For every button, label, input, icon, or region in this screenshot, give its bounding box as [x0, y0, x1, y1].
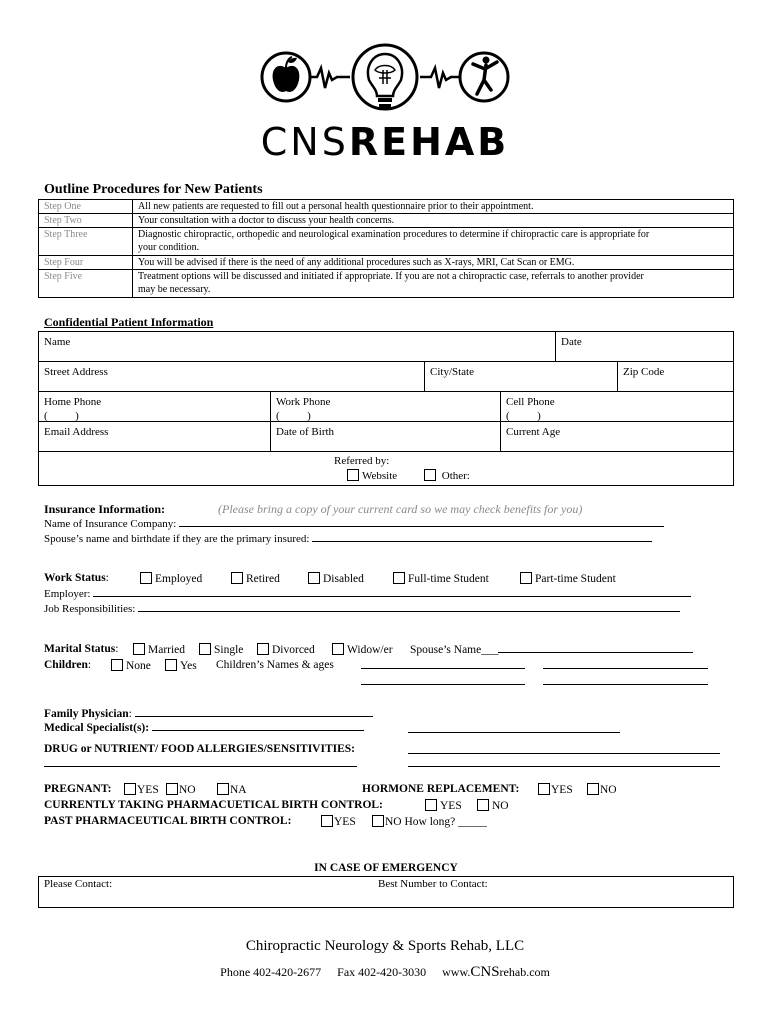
- date-label: Date: [561, 336, 582, 348]
- medical-specialists-label: Medical Specialist(s):: [44, 722, 150, 734]
- spouse-name-label: Spouse’s Name___: [410, 644, 499, 656]
- marital-status-row: [44, 643, 734, 659]
- step-text: [133, 228, 733, 256]
- insurance-title: Insurance Information:: [44, 502, 166, 516]
- step-label: Step Five: [44, 271, 83, 282]
- home-phone-label: Home Phone: [44, 396, 102, 408]
- spouse-name-line[interactable]: [498, 643, 693, 653]
- current-birth-control-row: [44, 799, 734, 815]
- spouse-insured-label: Spouse’s name and birthdate if they are the primary insured:: [44, 533, 310, 545]
- married-checkbox[interactable]: [133, 643, 145, 655]
- hormone-yes-label: YES: [551, 784, 573, 796]
- family-physician-line[interactable]: [135, 707, 373, 717]
- athlete-icon: [460, 53, 508, 101]
- age-label: Current Age: [506, 426, 561, 438]
- disabled-checkbox[interactable]: [308, 572, 320, 584]
- insurance-header: [44, 502, 582, 517]
- medical-specialists-line[interactable]: [152, 721, 364, 731]
- past-birth-control-row: [44, 815, 734, 831]
- pregnant-yes-option[interactable]: [124, 783, 159, 796]
- hormone-no-checkbox[interactable]: [587, 783, 599, 795]
- date-field[interactable]: [555, 331, 734, 362]
- hormone-label: HORMONE REPLACEMENT:: [362, 783, 520, 795]
- logo-text-bold: REHAB: [348, 120, 510, 164]
- brain-lightbulb-icon: [353, 45, 417, 109]
- outline-title: Outline Procedures for New Patients: [44, 182, 263, 197]
- marital-status-colon: :: [115, 643, 119, 655]
- step-text: [133, 270, 733, 298]
- allergies-line[interactable]: [408, 744, 720, 754]
- widow-label: Widow/er: [347, 644, 393, 656]
- disabled-label: Disabled: [323, 573, 364, 585]
- logo-graphic: [255, 40, 515, 120]
- medical-specialists-line-2[interactable]: [408, 723, 620, 733]
- pregnant-row: [44, 783, 734, 799]
- past-bc-yes-option[interactable]: [321, 815, 356, 828]
- hormone-no-label: NO: [600, 784, 617, 796]
- spouse-name-field[interactable]: [410, 643, 693, 656]
- work-status-title: Work Status: [44, 572, 106, 584]
- step-text: You will be advised if there is the need of any additional procedures such as X-rays, MRI, Cat Scan or EMG.: [133, 256, 733, 270]
- children-names-line[interactable]: [543, 659, 708, 669]
- children-row: [44, 659, 734, 675]
- work-phone-field[interactable]: [270, 391, 501, 422]
- referred-website[interactable]: [347, 469, 397, 482]
- name-field[interactable]: [38, 331, 556, 362]
- footer-website[interactable]: [442, 965, 550, 979]
- employed-option[interactable]: [140, 572, 202, 585]
- children-none-option[interactable]: [111, 659, 151, 672]
- city-state-label: City/State: [430, 366, 474, 378]
- employer-line[interactable]: [93, 587, 691, 597]
- divorced-label: Divorced: [272, 644, 315, 656]
- step-label: Step One: [39, 200, 132, 214]
- logo: [255, 40, 515, 170]
- current-bc-yes-checkbox[interactable]: [425, 799, 437, 811]
- past-birth-control-label: PAST PHARMACEUTICAL BIRTH CONTROL:: [44, 815, 292, 827]
- parttime-student-checkbox[interactable]: [520, 572, 532, 584]
- age-field[interactable]: [500, 421, 734, 452]
- retired-checkbox[interactable]: [231, 572, 243, 584]
- allergies-label: DRUG or NUTRIENT/ FOOD ALLERGIES/SENSITIVITIES:: [44, 743, 356, 755]
- single-option[interactable]: [199, 643, 243, 656]
- divorced-checkbox[interactable]: [257, 643, 269, 655]
- cell-phone-label: Cell Phone: [506, 396, 555, 408]
- pregnant-no-option[interactable]: [166, 783, 196, 796]
- website-checkbox[interactable]: [347, 469, 359, 481]
- past-bc-no-option[interactable]: [372, 815, 487, 828]
- referred-label: Referred by:: [334, 455, 390, 467]
- married-option[interactable]: [133, 643, 185, 656]
- step-text-line: Treatment options will be discussed and initiated if appropriate. If you are not a chiropractic case, referrals to another provider: [138, 271, 644, 282]
- street-address-field[interactable]: [38, 361, 425, 392]
- employer-label: Employer:: [44, 588, 91, 600]
- family-physician-colon: :: [128, 708, 132, 720]
- dob-label: Date of Birth: [276, 426, 335, 438]
- phone-paren: ( ): [506, 410, 541, 422]
- divorced-option[interactable]: [257, 643, 315, 656]
- patient-info-title: Confidential Patient Information: [44, 315, 214, 329]
- insurance-note: (Please bring a copy of your current card so we may check benefits for you): [218, 502, 583, 516]
- steps-text-column: [133, 200, 733, 297]
- single-checkbox[interactable]: [199, 643, 211, 655]
- children-none-checkbox[interactable]: [111, 659, 123, 671]
- insurance-company-row[interactable]: [44, 517, 664, 530]
- logo-wordmark: [255, 120, 515, 164]
- retired-label: Retired: [246, 573, 280, 585]
- children-names-label: Children’s Names & ages: [216, 659, 334, 671]
- insurance-company-label: Name of Insurance Company:: [44, 518, 177, 530]
- emergency-contact-label: Please Contact:: [44, 878, 113, 890]
- work-status-colon: :: [105, 572, 109, 584]
- parttime-student-label: Part-time Student: [535, 573, 616, 585]
- fulltime-student-option[interactable]: [393, 572, 489, 585]
- pregnant-no-checkbox[interactable]: [166, 783, 178, 795]
- how-long-label: NO How long? _____: [385, 816, 487, 828]
- children-names-line[interactable]: [543, 675, 708, 685]
- home-phone-field[interactable]: [38, 391, 271, 422]
- step-text: Your consultation with a doctor to discuss your health concerns.: [133, 214, 733, 228]
- current-bc-no-label: NO: [492, 800, 509, 812]
- pregnant-no-label: NO: [179, 784, 196, 796]
- footer-fax: Fax 402-420-3030: [337, 965, 427, 979]
- email-label: Email Address: [44, 426, 109, 438]
- past-bc-yes-checkbox[interactable]: [321, 815, 333, 827]
- pregnant-na-option[interactable]: [217, 783, 247, 796]
- children-names-line[interactable]: [361, 659, 525, 669]
- step-label: Step Three: [39, 228, 132, 256]
- children-yes-option[interactable]: [165, 659, 197, 672]
- children-title: Children: [44, 659, 88, 671]
- footer-company: Chiropractic Neurology & Sports Rehab, LLC: [245, 938, 525, 954]
- married-label: Married: [148, 644, 186, 656]
- single-label: Single: [214, 644, 244, 656]
- allergies-line[interactable]: [408, 757, 720, 767]
- current-birth-control-label: CURRENTLY TAKING PHARMACUETICAL BIRTH CONTROL:: [44, 799, 383, 811]
- fulltime-student-label: Full-time Student: [408, 573, 489, 585]
- street-address-label: Street Address: [44, 366, 108, 378]
- spouse-insured-line[interactable]: [312, 532, 652, 542]
- emergency-title: IN CASE OF EMERGENCY: [314, 862, 458, 874]
- steps-table: [38, 199, 734, 298]
- hormone-yes-option[interactable]: [538, 783, 573, 796]
- pregnant-na-label: NA: [230, 784, 247, 796]
- pregnant-yes-label: YES: [137, 784, 159, 796]
- allergies-line[interactable]: [44, 757, 357, 767]
- step-text-line: your condition.: [138, 242, 200, 253]
- disabled-option[interactable]: [308, 572, 364, 585]
- other-label: Other:: [441, 470, 470, 482]
- marital-status-title: Marital Status: [44, 643, 116, 655]
- employer-row[interactable]: [44, 587, 691, 600]
- family-physician-label: Family Physician: [44, 708, 129, 720]
- work-status-row: [44, 572, 734, 584]
- employed-checkbox[interactable]: [140, 572, 152, 584]
- medical-specialists-row[interactable]: [44, 721, 734, 737]
- spouse-insured-row[interactable]: [44, 532, 652, 545]
- parttime-student-option[interactable]: [520, 572, 616, 585]
- fulltime-student-checkbox[interactable]: [393, 572, 405, 584]
- children-yes-label: Yes: [180, 660, 197, 672]
- footer-web-brand: CNS: [470, 964, 500, 980]
- footer-web-prefix: www.: [442, 965, 471, 979]
- pregnant-label: PREGNANT:: [44, 783, 112, 795]
- job-responsibilities-line[interactable]: [138, 602, 680, 612]
- retired-option[interactable]: [231, 572, 280, 585]
- footer-phone: Phone 402-420-2677: [220, 965, 322, 979]
- children-yes-checkbox[interactable]: [165, 659, 177, 671]
- footer-contact: [0, 964, 770, 981]
- insurance-company-line[interactable]: [179, 517, 664, 527]
- referred-other[interactable]: [424, 469, 470, 482]
- phone-paren: ( ): [276, 410, 311, 422]
- step-text-line: may be necessary.: [138, 284, 211, 295]
- job-responsibilities-row[interactable]: [44, 602, 680, 615]
- step-label: Step Four: [39, 256, 132, 270]
- name-label: Name: [44, 336, 71, 348]
- current-bc-yes-option[interactable]: [425, 799, 462, 812]
- employed-label: Employed: [155, 573, 203, 585]
- widow-option[interactable]: [332, 643, 393, 656]
- phone-paren: ( ): [44, 410, 79, 422]
- current-bc-no-option[interactable]: [477, 799, 509, 812]
- heartbeat-line-icon: [420, 68, 460, 88]
- emergency-number-label: Best Number to Contact:: [378, 878, 488, 890]
- children-names-line[interactable]: [361, 675, 525, 685]
- steps-label-column: [39, 200, 133, 297]
- children-colon: :: [87, 659, 92, 671]
- step-label: Step Two: [39, 214, 132, 228]
- footer-web-suffix: rehab.com: [499, 965, 550, 979]
- other-checkbox[interactable]: [424, 469, 436, 481]
- zip-code-field[interactable]: [617, 361, 734, 392]
- past-bc-yes-label: YES: [334, 816, 356, 828]
- widow-checkbox[interactable]: [332, 643, 344, 655]
- hormone-no-option[interactable]: [587, 783, 617, 796]
- pregnant-na-checkbox[interactable]: [217, 783, 229, 795]
- email-field[interactable]: [38, 421, 271, 452]
- children-extra-row: [44, 675, 734, 689]
- children-none-label: None: [126, 660, 151, 672]
- past-bc-no-checkbox[interactable]: [372, 815, 384, 827]
- step-text-line: Diagnostic chiropractic, orthopedic and neurological examination procedures to determine if chiropractic care is appropriate for: [138, 229, 650, 240]
- pregnant-yes-checkbox[interactable]: [124, 783, 136, 795]
- logo-text-light: CNS: [260, 120, 349, 164]
- family-physician-row[interactable]: [44, 707, 373, 720]
- current-bc-yes-label: YES: [440, 800, 462, 812]
- step-text: All new patients are requested to fill out a personal health questionnaire prior to their appointment.: [133, 200, 733, 214]
- cell-phone-field[interactable]: [500, 391, 734, 422]
- dob-field[interactable]: [270, 421, 501, 452]
- zip-code-label: Zip Code: [623, 366, 665, 378]
- current-bc-no-checkbox[interactable]: [477, 799, 489, 811]
- apple-icon: [262, 53, 310, 101]
- hormone-yes-checkbox[interactable]: [538, 783, 550, 795]
- heartbeat-line-icon: [310, 68, 350, 88]
- city-state-field[interactable]: [424, 361, 618, 392]
- work-phone-label: Work Phone: [276, 396, 331, 408]
- job-responsibilities-label: Job Responsibilities:: [44, 603, 136, 615]
- website-label: Website: [362, 470, 398, 482]
